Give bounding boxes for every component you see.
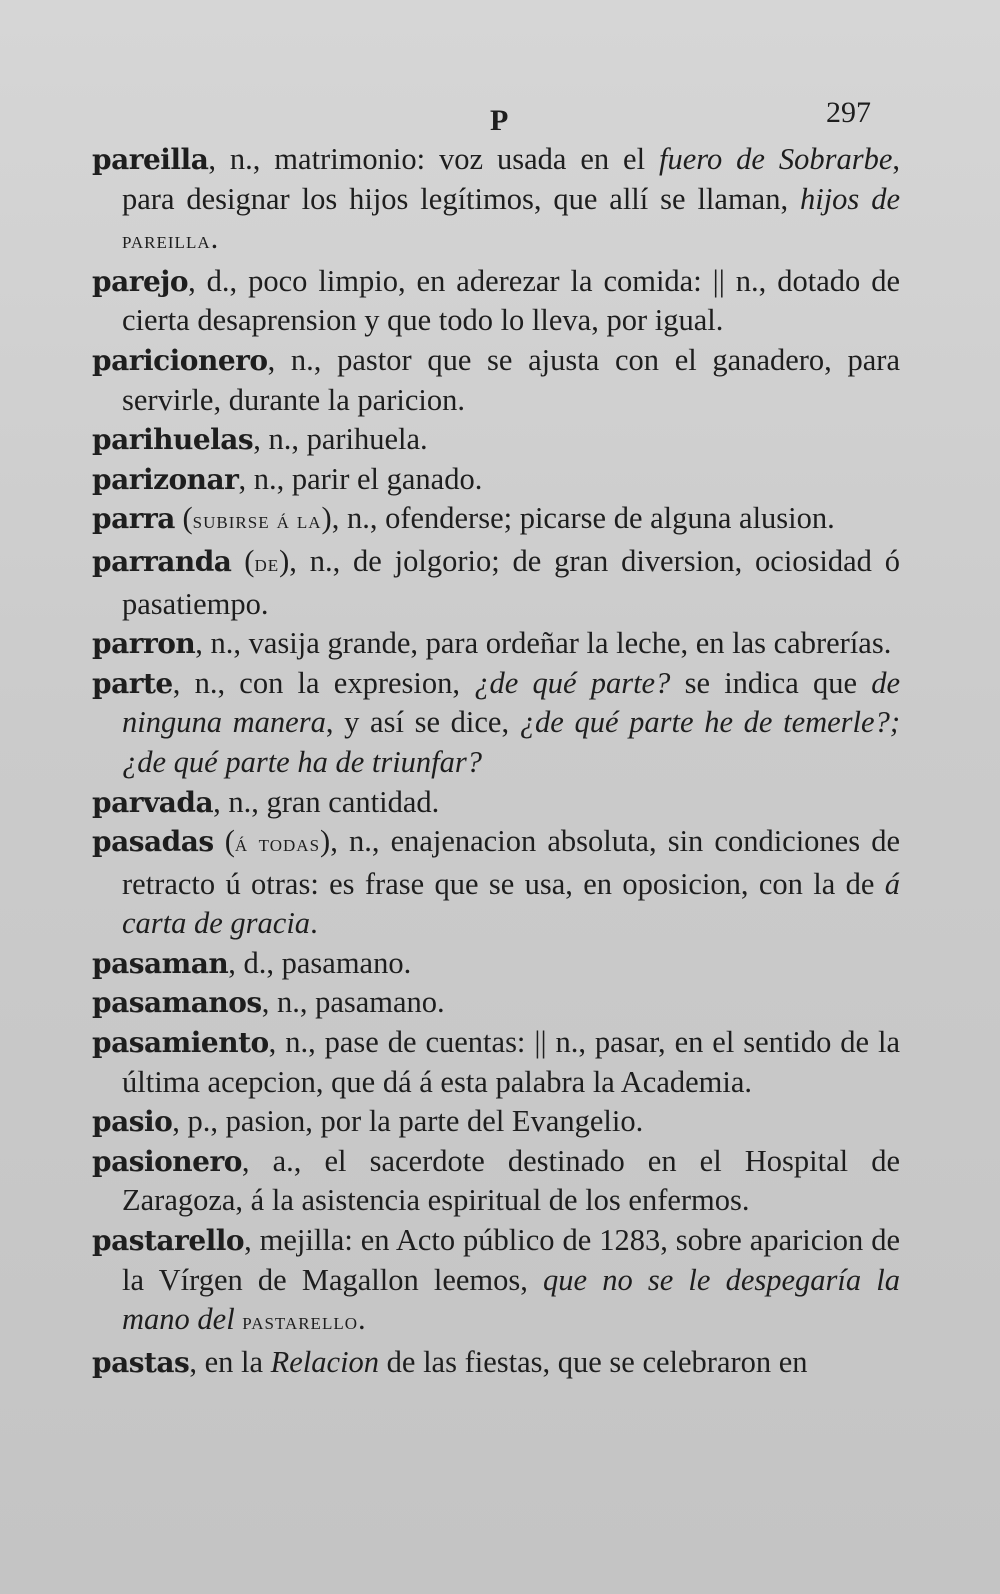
definition-text: , n., vasija grande, para ordeñar la leche, en las cabrerías. — [195, 626, 892, 661]
italic-text: de ninguna manera — [122, 665, 900, 740]
dictionary-entry — [92, 1102, 900, 1142]
definition-text: , n., parihuela. — [253, 422, 428, 457]
definition-text: . — [310, 906, 318, 941]
definition-text: , n., con la expresion, — [172, 665, 475, 700]
dictionary-entry — [92, 1221, 900, 1343]
entry-headword: pastarello — [92, 1224, 245, 1258]
small-caps-text: subirse á la — [192, 508, 322, 535]
entry-headword: parte — [92, 666, 173, 700]
dictionary-entry — [92, 460, 900, 500]
dictionary-entry — [92, 983, 900, 1023]
definition-text: ), n., ofenderse; picarse de alguna alusion. — [321, 501, 835, 536]
section-letter: P — [490, 104, 509, 137]
entry-headword: parron — [92, 627, 196, 661]
page-header — [0, 96, 1000, 136]
definition-text: ), n., enajenacion absoluta, sin condiciones de retracto ú otras: es frase que se usa, en oposicion, con la de — [122, 824, 900, 901]
italic-text: ¿de qué parte he de temerle?; ¿de qué parte ha de triunfar? — [122, 705, 900, 779]
definition-text: ( — [213, 824, 235, 859]
italic-text: hijos de — [799, 181, 900, 216]
entry-headword: pasionero — [92, 1144, 242, 1178]
definition-text: , d., pasamano. — [228, 945, 412, 980]
italic-text: ¿de qué parte? — [474, 665, 671, 700]
italic-text: fuero de Sobrarbe — [658, 142, 893, 176]
definition-text: . — [358, 1302, 366, 1337]
dictionary-entry — [92, 664, 900, 783]
small-caps-text: á todas — [234, 831, 321, 858]
entry-headword: parihuelas — [92, 423, 254, 457]
dictionary-entry — [92, 262, 900, 341]
dictionary-entry — [92, 499, 900, 542]
dictionary-entry — [92, 822, 900, 944]
definition-text: , en la — [189, 1344, 271, 1379]
definition-text: , mejilla: en Acto público de 1283, sobre aparicion de la Vírgen de Magallon leemos, — [122, 1223, 900, 1297]
dictionary-entry — [92, 624, 900, 664]
definition-text: , d., poco limpio, en aderezar la comida: || n., dotado de cierta desaprension y que todo lo lleva, por igual. — [122, 263, 900, 338]
dictionary-entry — [92, 783, 900, 823]
entry-headword: parejo — [92, 264, 189, 298]
entry-headword: pasio — [92, 1105, 173, 1139]
definition-text: , p., pasion, por la parte del Evangelio. — [172, 1104, 644, 1139]
definition-text: , n., gran cantidad. — [213, 784, 440, 819]
dictionary-entry — [92, 420, 900, 460]
dictionary-entry — [92, 1023, 900, 1102]
entry-headword: paricionero — [92, 343, 268, 377]
definition-text: de las fiestas, que se celebraron en — [379, 1344, 808, 1379]
dictionary-entry — [92, 1142, 900, 1221]
definition-text: , a., el sacerdote destinado en el Hospital de Zaragoza, á la asistencia espiritual de los enfermos. — [122, 1143, 900, 1218]
dictionary-entry — [92, 140, 900, 262]
italic-text: que no se le despegaría la mano del — [122, 1262, 900, 1337]
definition-text: , n., parir el ganado. — [238, 461, 483, 496]
italic-text: Relacion — [270, 1344, 380, 1379]
entry-headword: pasaman — [92, 946, 229, 980]
entry-headword: pasadas — [92, 825, 214, 859]
small-caps-text: de — [254, 550, 280, 577]
definition-text: ), n., de jolgorio; de gran diversion, ociosidad ó pasatiempo. — [122, 543, 900, 621]
entry-headword: parvada — [92, 785, 214, 819]
entry-headword: parizonar — [92, 462, 239, 496]
dictionary-entry — [92, 944, 900, 984]
dictionary-entry — [92, 1343, 900, 1383]
definition-text: , n., pasamano. — [261, 985, 445, 1020]
entry-headword: pasamiento — [92, 1026, 269, 1060]
dictionary-entry — [92, 542, 900, 624]
entry-headword: pastas — [92, 1345, 190, 1379]
definition-text: , y así se dice, — [325, 705, 520, 740]
definition-text: ( — [174, 501, 193, 536]
entry-headword: pareilla — [92, 143, 209, 176]
definition-text: , n., pase de cuentas: || n., pasar, en el sentido de la última acepcion, que dá á esta palabra la Academia. — [122, 1025, 900, 1099]
small-caps-text: pastarello — [242, 1309, 358, 1336]
small-caps-text: pareilla — [122, 228, 211, 255]
dictionary-entry — [92, 341, 900, 420]
entry-headword: parranda — [92, 544, 232, 578]
definition-text: se indica que — [670, 665, 872, 700]
definition-text: , n., matrimonio: voz usada en el — [208, 142, 659, 176]
entry-list — [92, 140, 900, 1382]
definition-text: , para designar los hijos legítimos, que allí se llaman, — [122, 142, 900, 216]
entry-headword: pasamanos — [92, 986, 262, 1020]
definition-text: . — [210, 221, 219, 256]
page-number: 297 — [826, 96, 871, 129]
entry-headword: parra — [92, 502, 175, 536]
definition-text: ( — [231, 543, 255, 578]
definition-text: , n., pastor que se ajusta con el ganadero, para servirle, durante la paricion. — [122, 342, 900, 417]
italic-text: á carta de gracia — [122, 866, 900, 941]
